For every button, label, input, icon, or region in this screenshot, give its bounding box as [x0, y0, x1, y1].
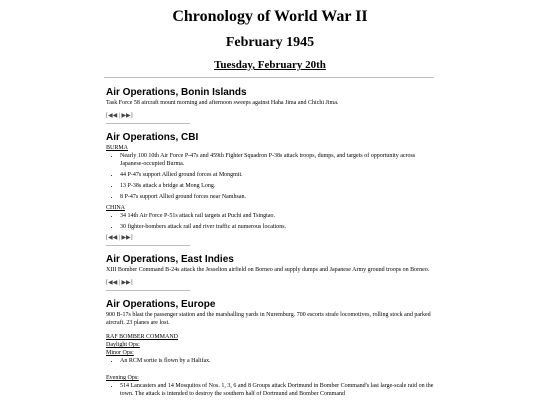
section-east-indies	[106, 254, 436, 291]
list-item: • 514 Lancasters and 14 Mosquitos of Nos. 1, 3, 6 and 8 Groups attack Dortmund in Bomber Command's last large-scale raid on the town. The attack is intended to destroy the southern half of Dortmund and Bomber Command	[120, 382, 436, 398]
evening-ops-list	[106, 382, 436, 398]
section-title: Air Operations, Europe	[106, 299, 216, 310]
subsection-burma-label: BURMA	[106, 145, 129, 151]
prev-link[interactable]: [◀◀	[106, 113, 118, 119]
section-bonin	[106, 87, 436, 124]
section-text: XIII Bomber Command B-24s attack the Jesselton airfield on Borneo and supply dumps and Japanese Army ground troops on Borneo.	[106, 267, 430, 273]
list-item: • 30 fighter-bombers attack rail and river traffic at numerous locations.	[120, 223, 436, 231]
section-text: 900 B-17s blast the passenger station and the marshalling yards in Nuremburg. 700 escorts strafe locomotives, rolling stock and parked aircraft. 23 planes are lost.	[106, 312, 431, 326]
month-heading: February 1945	[225, 35, 315, 50]
list-item: • An RCM sortie is flown by a Halifax.	[120, 357, 436, 365]
list-item: • 13 P-38s attack a bridge at Mong Long.	[120, 182, 436, 190]
list-item: • 34 14th Air Force P-51s attack rail targets at Puchi and Tsingtao.	[120, 212, 436, 220]
section-title: Air Operations, East Indies	[106, 254, 234, 265]
evening-ops-label: Evening Ops:	[106, 375, 139, 381]
burma-list	[106, 152, 436, 201]
next-link[interactable]: ▶▶]	[121, 235, 133, 241]
prev-link[interactable]: [◀◀	[106, 280, 118, 286]
section-title: Air Operations, CBI	[106, 132, 199, 143]
minor-ops-list	[106, 357, 436, 365]
section-text: Task Force 58 aircraft mount morning and afternoon sweeps against Haha Jima and Chichi Jima.	[106, 100, 339, 106]
subsection-china-label: CHINA	[106, 205, 125, 211]
page-title: Chronology of World War II	[172, 8, 368, 25]
section-cbi	[106, 132, 436, 246]
date-heading: Tuesday, February 20th	[214, 59, 326, 71]
next-link[interactable]: ▶▶]	[121, 113, 133, 119]
list-item: • 8 P-47s support Allied ground forces near Namhsan.	[120, 193, 436, 201]
prev-link[interactable]: [◀◀	[106, 235, 118, 241]
section-nav	[106, 112, 436, 120]
header-divider	[104, 77, 434, 78]
minor-ops-label: Minor Ops:	[106, 350, 134, 356]
next-link[interactable]: ▶▶]	[121, 280, 133, 286]
section-title: Air Operations, Bonin Islands	[106, 87, 247, 98]
china-list	[106, 212, 436, 231]
list-item: • Nearly 100 10th Air Force P-47s and 459th Fighter Squadron P-38s attack troops, dumps, and targets of opportunity across Japanese-occupied Burma.	[120, 152, 436, 168]
section-europe	[106, 299, 436, 398]
daylight-ops-label: Daylight Ops:	[106, 342, 140, 348]
raf-label: RAF BOMBER COMMAND	[106, 334, 179, 340]
section-nav	[106, 279, 436, 287]
nav-separator: |	[118, 280, 120, 286]
nav-separator: |	[118, 235, 120, 241]
nav-separator: |	[118, 113, 120, 119]
section-nav	[106, 234, 436, 242]
list-item: • 44 P-47s support Allied ground forces at Mongmit.	[120, 171, 436, 179]
main-content	[106, 87, 436, 401]
